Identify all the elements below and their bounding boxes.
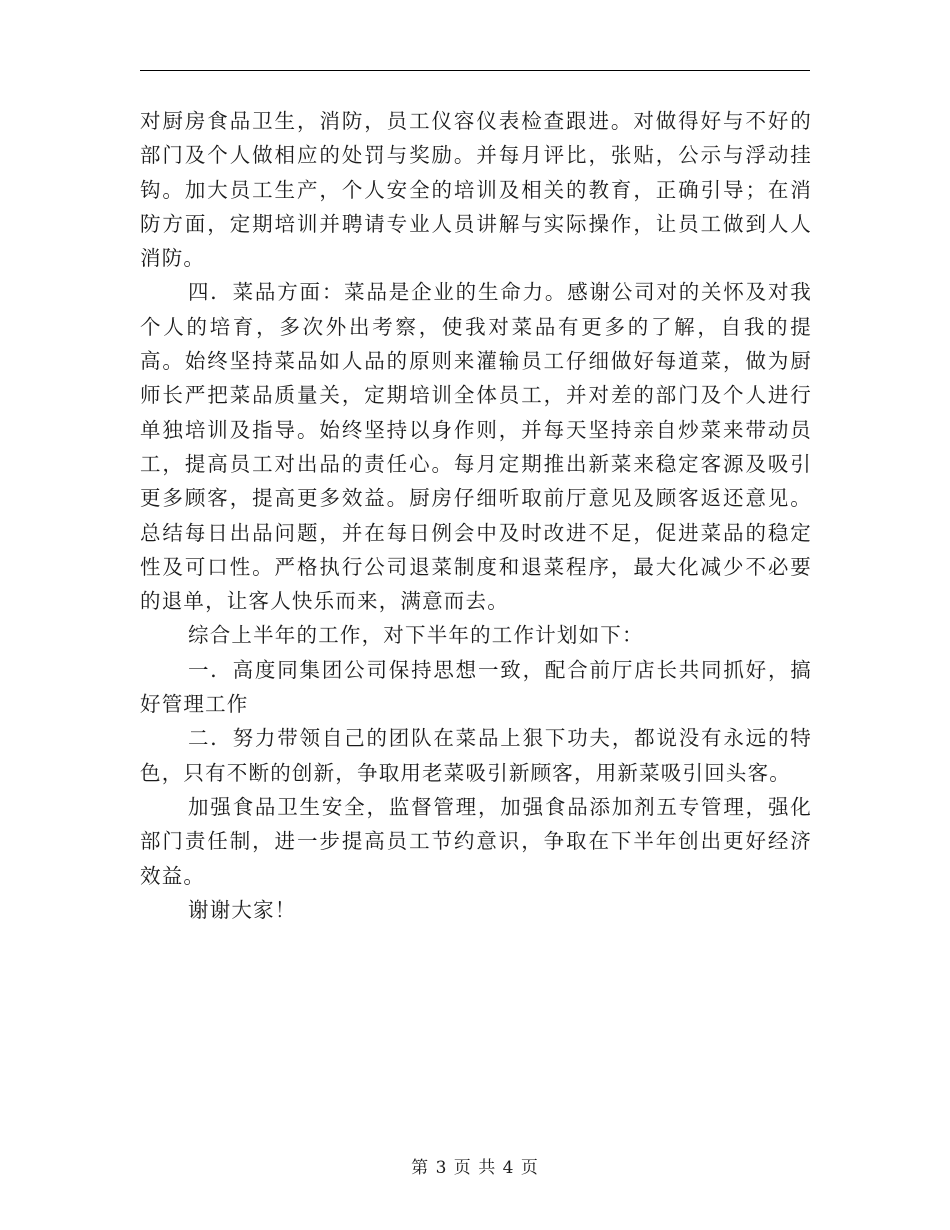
header-rule [140, 70, 810, 71]
paragraph-6: 加强食品卫生安全，监督管理，加强食品添加剂五专管理，强化部门责任制，进一步提高员工节约意识，争取在下半年创出更好经济效益。 [140, 794, 812, 888]
document-body [140, 104, 812, 927]
paragraph-5: 二．努力带领自己的团队在菜品上狠下功夫，都说没有永远的特色，只有不断的创新，争取用老菜吸引新顾客，用新菜吸引回头客。 [140, 726, 812, 785]
paragraph-1: 对厨房食品卫生，消防，员工仪容仪表检查跟进。对做得好与不好的部门及个人做相应的处罚与奖励。并每月评比，张贴，公示与浮动挂钩。加大员工生产，个人安全的培训及相关的教育，正确引导；在消防方面，定期培训并聘请专业人员讲解与实际操作，让员工做到人人消防。 [140, 109, 812, 271]
paragraph-4: 一．高度同集团公司保持思想一致，配合前厅店长共同抓好，搞好管理工作 [140, 657, 812, 717]
paragraph-2: 四．菜品方面：菜品是企业的生命力。感谢公司对的关怀及对我个人的培育，多次外出考察，使我对菜品有更多的了解，自我的提高。始终坚持菜品如人品的原则来灌输员工仔细做好每道菜，做为厨师长严把菜品质量关，定期培训全体员工，并对差的部门及个人进行单独培训及指导。始终坚持以身作则，并每天坚持亲自炒菜来带动员工，提高员工对出品的责任心。每月定期推出新菜来稳定客源及吸引更多顾客，提高更多效益。厨房仔细听取前厅意见及顾客返还意见。总结每日出品问题，并在每日例会中及时改进不足，促进菜品的稳定性及可口性。严格执行公司退菜制度和退菜程序，最大化减少不必要的退单，让客人快乐而来，满意而去。 [140, 280, 812, 614]
page-number: 第 3 页 共 4 页 [411, 1158, 539, 1178]
paragraph-7: 谢谢大家！ [188, 897, 297, 922]
paragraph-3: 综合上半年的工作，对下半年的工作计划如下： [188, 623, 644, 648]
